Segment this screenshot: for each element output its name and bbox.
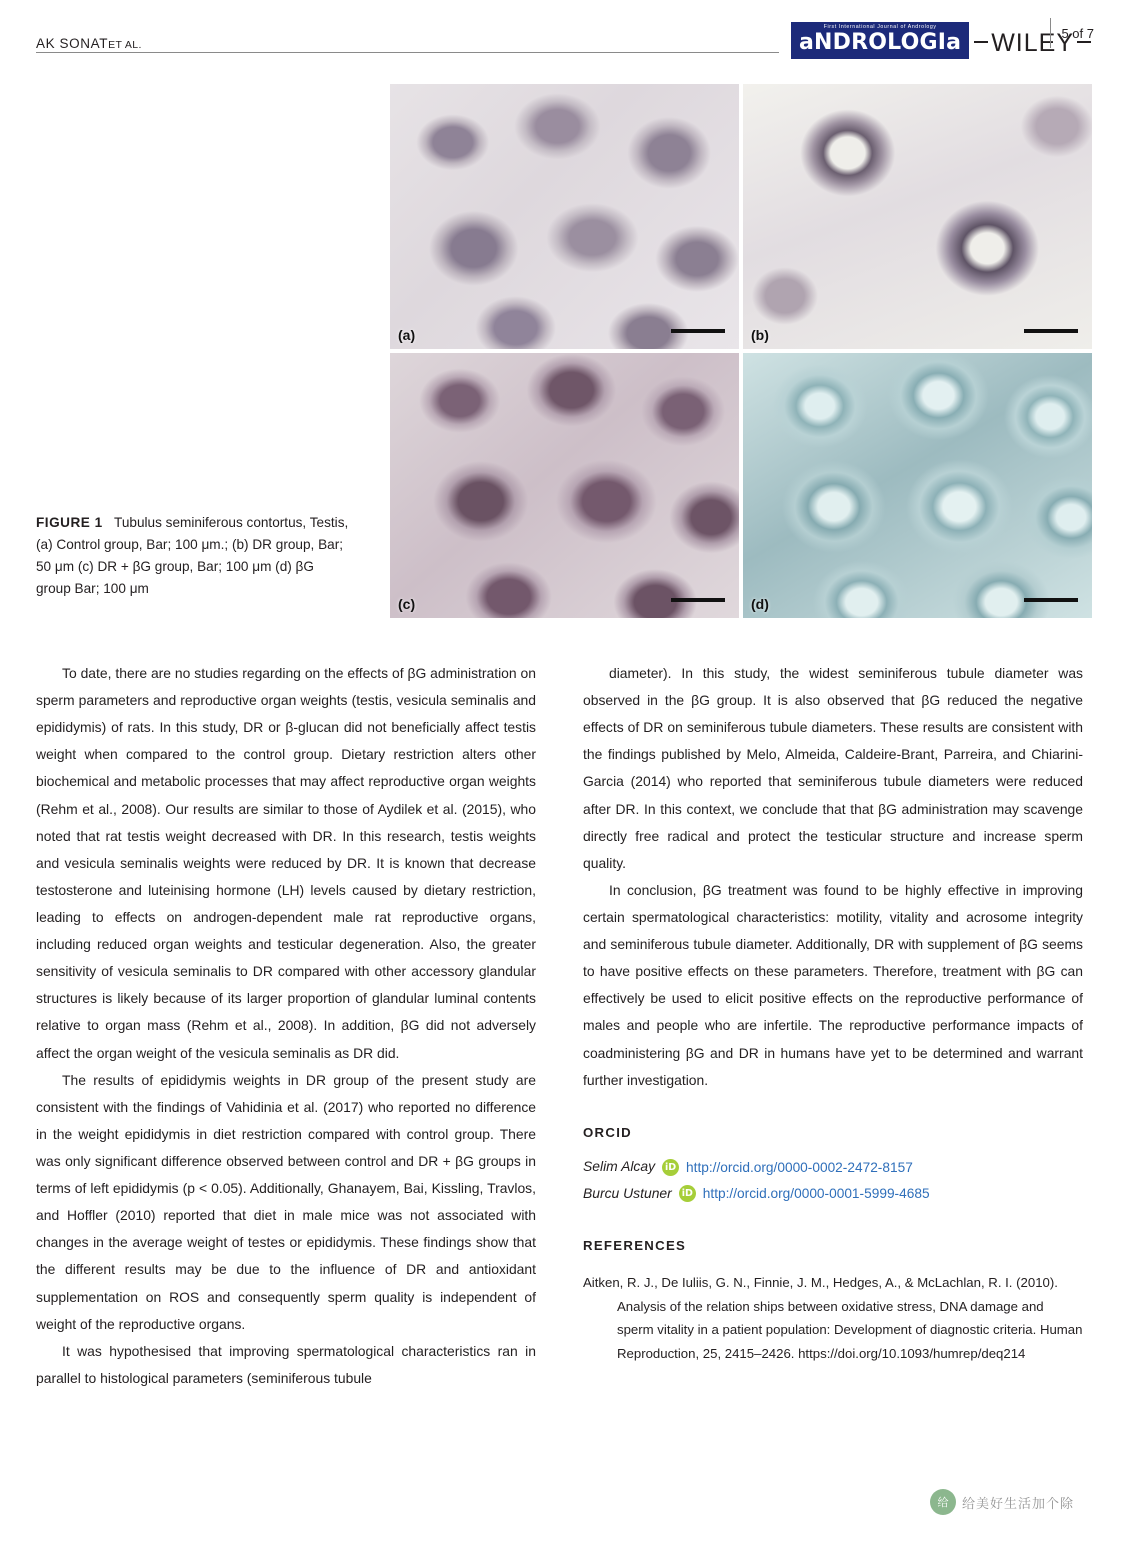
- reference-item: Aitken, R. J., De Iuliis, G. N., Finnie, J. M., Hedges, A., & McLachlan, R. I. (2010). Analysis of the relation ships between oxidative stress, DNA damage and sperm vitality in a patient population: Development of diagnostic criteria. Human Reproduction, 25, 2415–2426. https://doi.org/10.1093/humrep/deq214: [583, 1275, 1083, 1361]
- micrograph-panel-d: [743, 353, 1092, 618]
- journal-kicker: First International Journal of Andrology: [823, 24, 937, 30]
- panel-b-scalebar: [1024, 329, 1078, 333]
- watermark-icon: 给: [930, 1489, 956, 1515]
- journal-brand: [779, 22, 1094, 59]
- running-head-authors-etal: ET AL.: [108, 39, 142, 51]
- orcid-entry: [583, 1184, 1083, 1203]
- figure-1-images: [390, 84, 1090, 618]
- paragraph: The results of epididymis weights in DR group of the present study are consistent with the findings of Vahidinia et al. (2017) who reported no difference in the weight epididymis in diet restriction compared with control group. There was only significant difference observed between control and DR + βG groups in terms of left epididymis (p < 0.05). Additionally, Ghanayem, Bai, Kissling, Travlos, and Hoffler (2010) reported that diet in male mice was not associated with changes in the average weight of testes or epididymis. These findings show that the different results may be due to the influence of DR and antioxidant supplementation on ROS and consequently sperm quality is independent of weight of the reproductive organs.: [36, 1071, 536, 1332]
- journal-logo: [791, 22, 969, 59]
- figure-1-caption: [36, 512, 352, 600]
- panel-a-scalebar: [671, 329, 725, 333]
- panel-a-label: (a): [398, 327, 416, 343]
- panel-d-label: (d): [751, 596, 769, 612]
- running-head: [36, 24, 1094, 74]
- orcid-link[interactable]: http://orcid.org/0000-0001-5999-4685: [702, 1186, 930, 1202]
- references-heading: REFERENCES: [583, 1238, 687, 1254]
- orcid-link[interactable]: http://orcid.org/0000-0002-2472-8157: [686, 1159, 913, 1175]
- micrograph-panel-c: [390, 353, 739, 618]
- panel-d-scalebar: [1024, 598, 1078, 602]
- orcid-entry: [583, 1157, 1083, 1176]
- paragraph: diameter). In this study, the widest seminiferous tubule diameter was observed in the βG group. It is also observed that βG reduced the negative effects of DR on seminiferous tubule diameters. These results are consistent with the findings published by Melo, Almeida, Caldeire-Brant, Parreira, and Chiarini-Garcia (2014) who reported that seminiferous tubule diameters were reduced after DR. In this context, we conclude that that βG administration may scavenge directly free radical and protect the testicular structure and increase sperm quality.: [583, 665, 1083, 871]
- figure-caption-text: Tubulus seminiferous contortus, Testis, (a) Control group, Bar; 100 μm.; (b) DR group, Bar; 50 μm (c) DR + βG group, Bar; 100 μm (d) βG group Bar; 100 μm: [36, 515, 349, 597]
- orcid-icon: iD: [679, 1185, 696, 1202]
- paragraph: To date, there are no studies regarding on the effects of βG administration on sperm parameters and reproductive organ weights (testis, vesicula seminalis and epididymis) of rats. In this study, DR or β-glucan did not beneficially affect testis weight when compared to the control group. Dietary restriction alters other biochemical and metabolic processes that may affect reproductive organ weights (Rehm et al., 2008). Our results are similar to those of Aydilek et al. (2015), who noted that rat testis weight decreased with DR. In this research, testis weights and vesicula seminalis weights were reduced by DR. It is known that decrease testosterone and luteinising hormone (LH) levels caused by dietary restriction, leading to effects on androgen-dependent male rat reproductive organs, including reduced organ weights and testicular degeneration. Also, the greater sensitivity of vesicula seminalis to DR compared with other accessory glandular structures is likely because of its larger proportion of glandular luminal contents relative to organ mass (Rehm et al., 2008). In addition, βG did not adversely affect the organ weight of the vesicula seminalis as DR did.: [36, 665, 536, 1061]
- watermark: [930, 1489, 1074, 1515]
- running-head-authors-name: AK SONAT: [36, 36, 109, 51]
- journal-name: aNDROLOGIa: [799, 30, 962, 56]
- panel-b-label: (b): [751, 327, 769, 343]
- orcid-icon: iD: [662, 1159, 679, 1176]
- figure-caption-label: FIGURE 1: [36, 515, 103, 530]
- running-head-authors: [36, 36, 142, 51]
- page-number: 5 of 7: [1050, 18, 1094, 48]
- panel-c-label: (c): [398, 596, 416, 612]
- watermark-text: 给美好生活加个除: [961, 1496, 1074, 1512]
- body-column-right: [583, 660, 1083, 1365]
- panel-c-scalebar: [671, 598, 725, 602]
- micrograph-panel-b: [743, 84, 1092, 349]
- paragraph: It was hypothesised that improving spermatological characteristics ran in parallel to histological parameters (seminiferous tubule: [36, 1342, 536, 1386]
- orcid-author-name: Selim Alcay: [583, 1158, 656, 1175]
- orcid-heading: ORCID: [583, 1124, 632, 1140]
- orcid-author-name: Burcu Ustuner: [583, 1184, 672, 1201]
- wiley-dash-left: [974, 41, 988, 43]
- publisher-name: WILEY: [991, 29, 1074, 58]
- paragraph: In conclusion, βG treatment was found to be highly effective in improving certain spermatological characteristics: motility, vitality and acrosome integrity and seminiferous tubule diameter. Additionally, DR with supplement of βG seems to have positive effects on these parameters. Therefore, treatment with βG can effectively be used to elicit positive effects on the reproductive performance of males and people who are infertile. The reproductive performance impacts of coadministering βG and DR in humans have yet to be determined and warrant further investigation.: [583, 881, 1083, 1088]
- body-column-left: [36, 660, 536, 1392]
- micrograph-panel-a: [390, 84, 739, 349]
